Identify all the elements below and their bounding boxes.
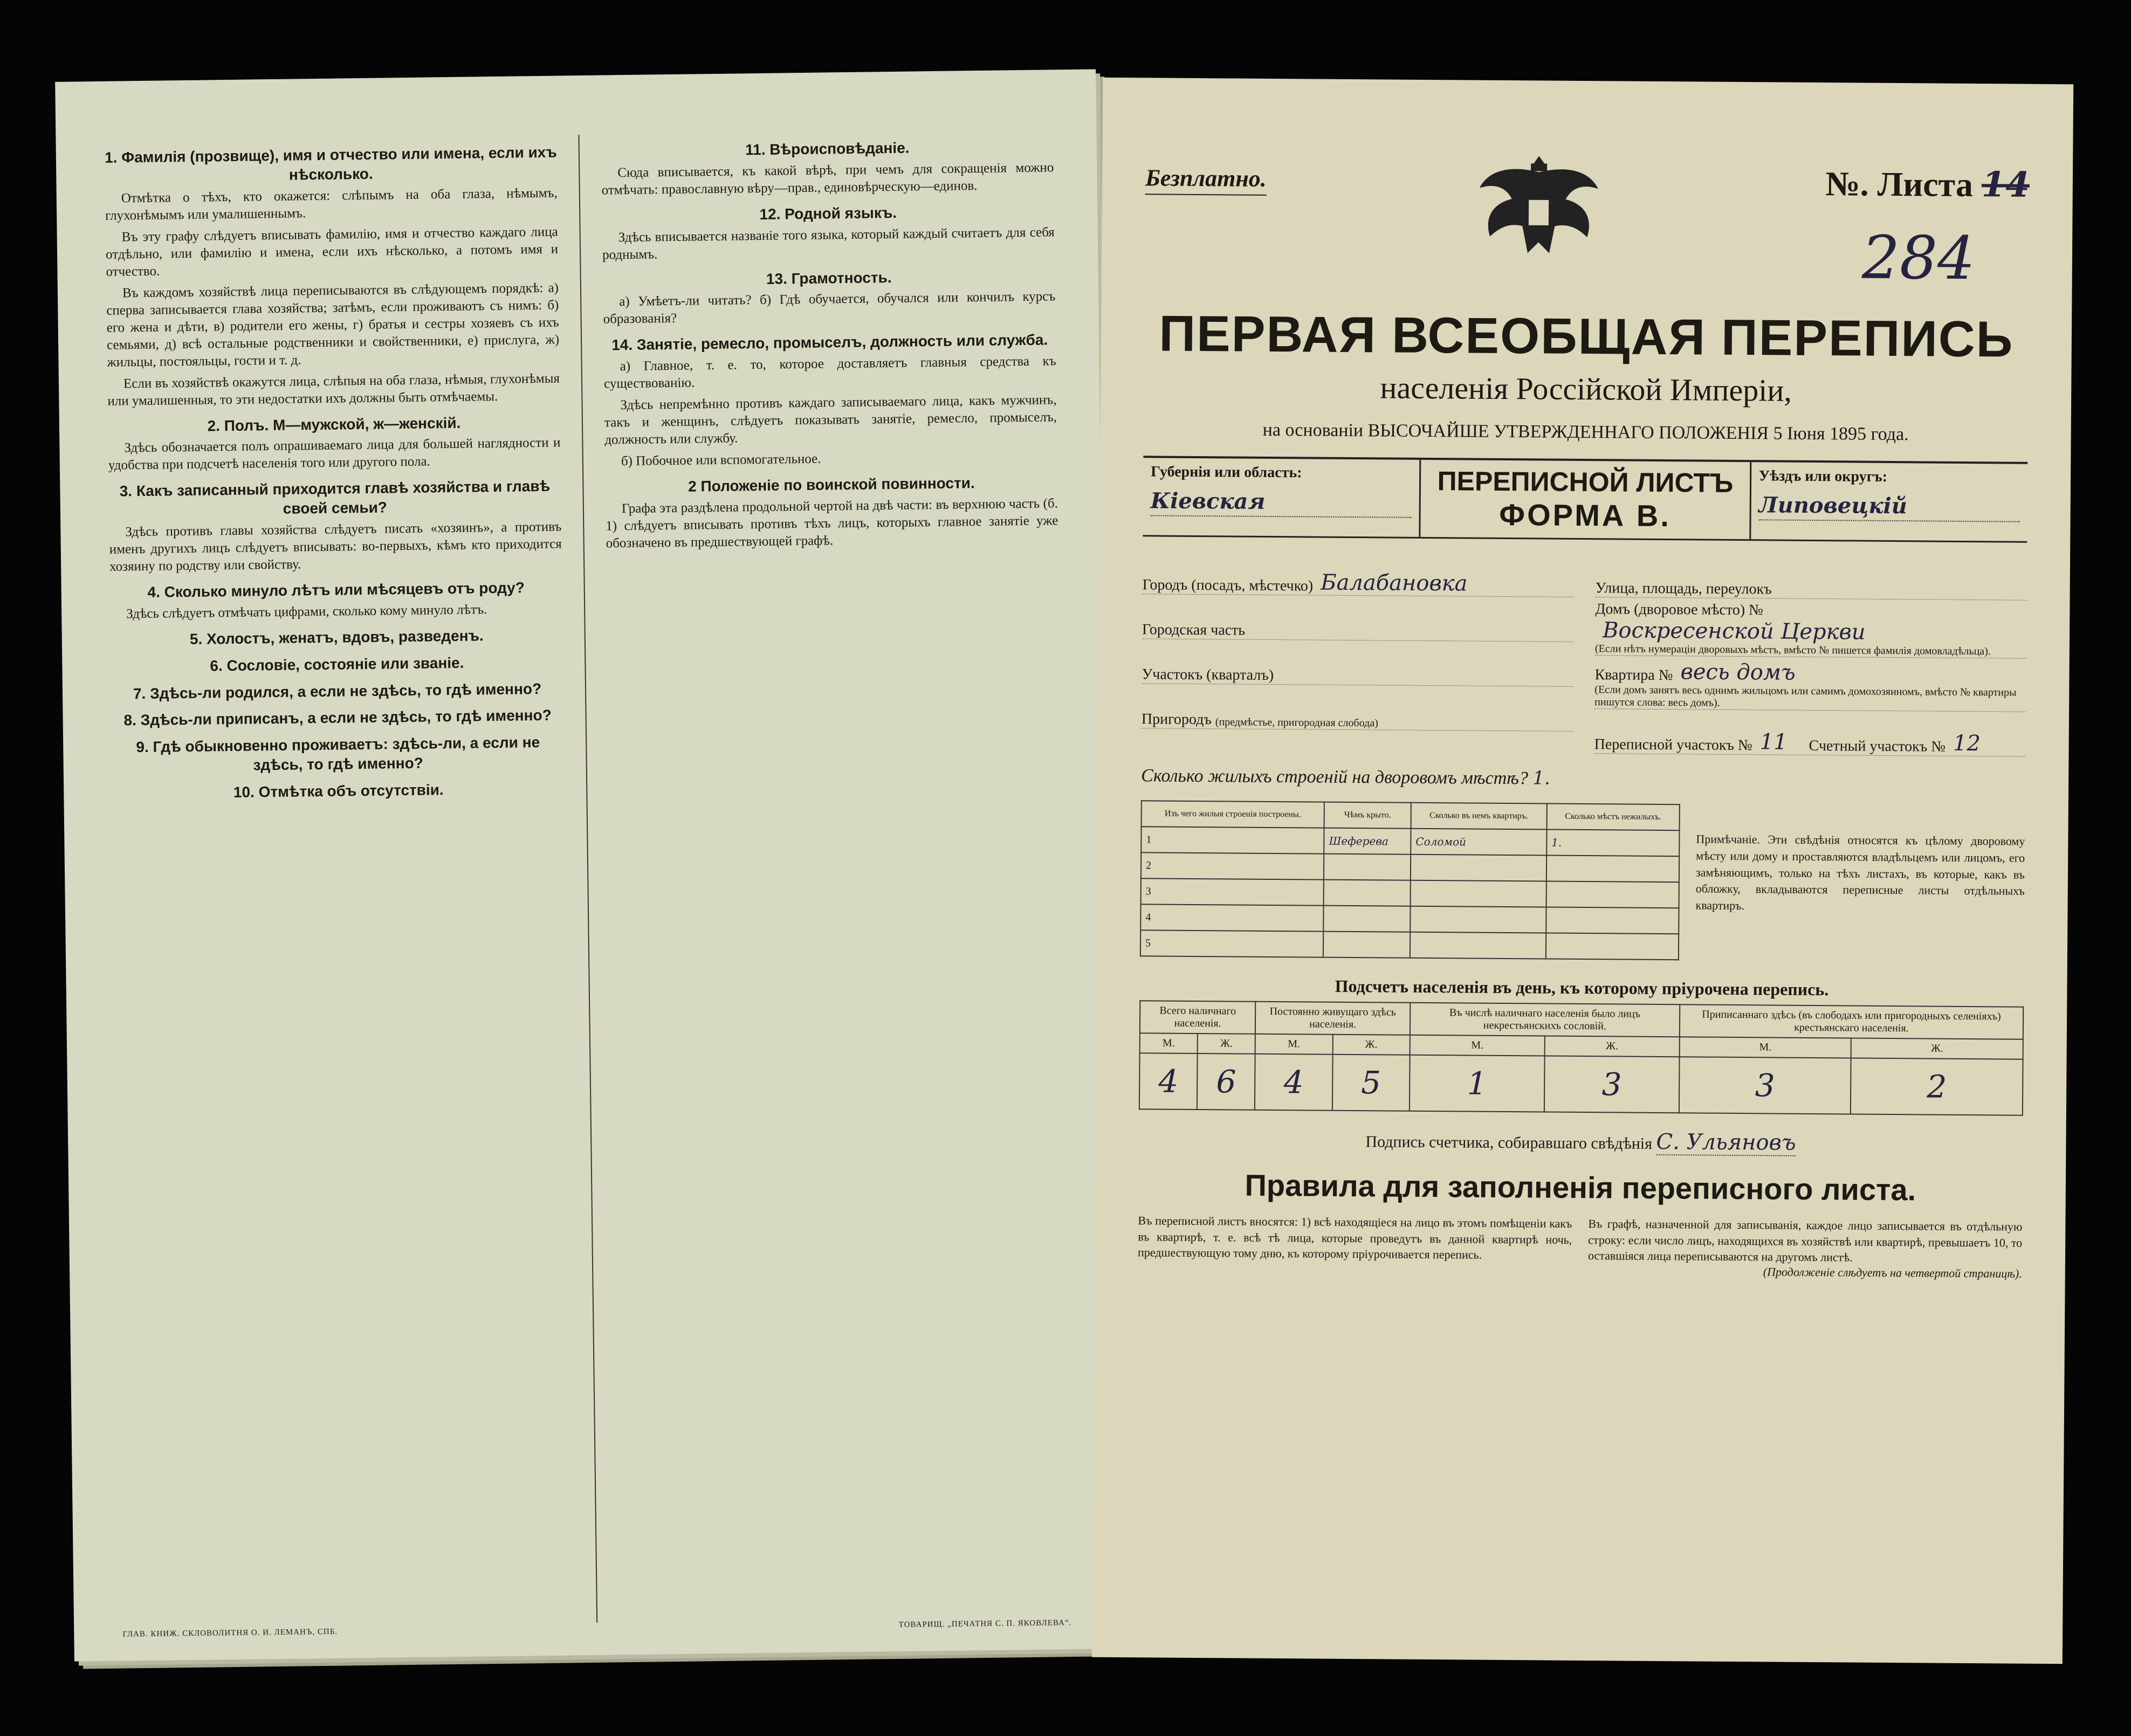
- section-heading: 3. Какъ записанный приходится главѣ хозяйства и главѣ своей семьи?: [119, 478, 551, 518]
- population-count-title: Подсчетъ населенія въ день, къ которому пріурочена перепись.: [1335, 976, 1829, 1000]
- count-value: 3: [1544, 1056, 1680, 1113]
- city-part-row: [1142, 597, 1574, 642]
- buildings-cell: [1324, 880, 1411, 906]
- paragraph: Здѣсь обозначается полъ опрашиваемаго лица для большей наглядности и удобства при подсчетѣ населенія того или другого пола.: [108, 435, 561, 473]
- count-header-row: [1140, 1001, 2023, 1039]
- double-headed-eagle-emblem: [1468, 144, 1610, 264]
- city-label: Городъ (посадъ, мѣстечко): [1142, 576, 1314, 595]
- uchastok-row: [1142, 642, 1573, 687]
- count-value: 6: [1197, 1053, 1255, 1110]
- count-header: Всего наличнаго населенія.: [1140, 1001, 1256, 1034]
- count-value: 3: [1679, 1057, 1851, 1114]
- buildings-cell: [1324, 854, 1411, 880]
- paragraph: Въ эту графу слѣдуетъ вписывать фамилію, имя и отчество каждаго лица отдѣльно, или фамилію и имена, если ихъ нѣсколько, а потомъ имя и отчество.: [105, 224, 559, 279]
- paragraph: Здѣсь вписывается названіе того языка, который каждый считаетъ для себя роднымъ.: [602, 224, 1055, 263]
- gubernia-value: Кіевская: [1151, 488, 1412, 518]
- apartment-label: Квартира №: [1594, 666, 1673, 684]
- section-heading: 13. Грамотность.: [766, 268, 892, 287]
- address-right: [1594, 556, 2027, 760]
- paragraph: Здѣсь слѣдуетъ отмѣчать цифрами, сколько кому минуло лѣтъ.: [126, 602, 487, 622]
- counter-signature: [1138, 1126, 2023, 1156]
- count-values-row: [1139, 1053, 2023, 1115]
- male-header: М.: [1679, 1037, 1851, 1058]
- buildings-cell: Соломой: [1411, 829, 1546, 856]
- section-heading: 2 Положеніе по воинской повинности.: [688, 474, 975, 495]
- address-left: [1141, 553, 1574, 757]
- female-header: Ж.: [1198, 1034, 1255, 1054]
- gubernia-label: Губернія или область:: [1151, 463, 1302, 481]
- count-header: Въ числѣ наличнаго населенія было лицъ некрестьянскихъ сословій.: [1410, 1003, 1680, 1037]
- buildings-cell: [1410, 906, 1546, 933]
- paragraph: Отмѣтка о тѣхъ, кто окажется: слѣпымъ на оба глаза, нѣмымъ, глухонѣмымъ или умалишеннымъ.: [105, 185, 558, 223]
- census-subtitle: населенія Россійской Имперіи,: [1380, 370, 1792, 408]
- gubernia-field: [1143, 458, 1419, 537]
- form-type: [1419, 460, 1751, 539]
- paragraph: Если въ хозяйствѣ окажутся лица, слѣпыя на оба глаза, нѣмыя, глухонѣмыя или умалишенныя, то эти недостатки ихъ должны быть отмѣчаемы.: [107, 371, 560, 409]
- sheet-number-struck: 14: [1981, 164, 2030, 205]
- buildings-question-text: Сколько жилыхъ строеній на дворовомъ мѣстѣ?: [1141, 766, 1529, 789]
- buildings-cell: 2: [1141, 852, 1324, 879]
- buildings-row: [1140, 930, 1679, 960]
- instructions-column-2: [601, 129, 1071, 1622]
- street-label: Улица, площадь, переулокъ: [1595, 580, 1772, 598]
- count-value: 4: [1139, 1053, 1198, 1110]
- rules-text: [1138, 1213, 2023, 1267]
- signature-value: С. Ульяновъ: [1656, 1129, 1796, 1155]
- apartment-hint: (Если домъ занятъ весь однимъ жильцомъ или самимъ домохозяиномъ, вмѣсто № квартиры пишутся слова: весь домъ).: [1594, 684, 2017, 709]
- female-header: Ж.: [1544, 1036, 1679, 1057]
- house-row: [1595, 601, 2027, 659]
- paragraph: а) Умѣетъ-ли читать? б) Гдѣ обучается, обучался или кончилъ курсъ образованія?: [603, 289, 1056, 327]
- buildings-cell: [1323, 932, 1410, 958]
- sheet-number: [1825, 163, 2030, 205]
- buildings-row: [1141, 878, 1679, 908]
- house-value: Воскресенской Церкви: [1602, 618, 1866, 645]
- section-heading: 9. Гдѣ обыкновенно проживаетъ: здѣсь-ли, а если не здѣсь, то гдѣ именно?: [136, 734, 540, 774]
- female-header: Ж.: [1332, 1035, 1410, 1055]
- section-heading: 1. Фамилія (прозвище), имя и отчество или имена, если ихъ нѣсколько.: [104, 143, 557, 183]
- buildings-body: [1140, 826, 1680, 960]
- buildings-row: [1140, 904, 1679, 934]
- buildings-header: Сколько въ немъ квартиръ.: [1411, 803, 1546, 830]
- buildings-cell: 3: [1141, 878, 1324, 905]
- count-value: 4: [1255, 1054, 1332, 1111]
- rules-column-2: Въ графѣ, назначенной для записыванія, каждое лицо записывается въ отдѣльную строку: если число лицъ, находящихся въ хозяйствѣ или квартирѣ, превышаетъ 10, то оставшіяся лица переписываются на другомъ листѣ.: [1587, 1217, 2023, 1264]
- census-form-sheet: [1092, 78, 2073, 1664]
- buildings-question: [1141, 764, 2025, 792]
- buildings-table: [1140, 800, 1680, 960]
- section-heading: 11. Вѣроисповѣданіе.: [745, 139, 910, 159]
- uchastok-label: Участокъ (кварталъ): [1142, 666, 1274, 684]
- buildings-cell: [1411, 855, 1546, 881]
- counter-district-value: 12: [1953, 731, 1981, 756]
- sheet-number-label: №. Листа: [1825, 164, 1974, 204]
- census-district-value: 11: [1759, 729, 1788, 755]
- counter-district-label: Счетный участокъ №: [1809, 737, 1946, 755]
- census-district-label: Переписной участокъ №: [1594, 736, 1752, 754]
- section-heading: 4. Сколько минуло лѣтъ или мѣсяцевъ отъ роду?: [147, 579, 525, 601]
- suburb-label: Пригородъ: [1141, 711, 1212, 728]
- address-block: [1141, 553, 2027, 760]
- buildings-cell: [1546, 907, 1679, 934]
- uezd-label: Уѣздъ или округъ:: [1758, 467, 1888, 485]
- buildings-cell: 1.: [1546, 830, 1680, 857]
- uezd-value: Липовецкій: [1758, 492, 2020, 522]
- buildings-header-row: [1142, 801, 1680, 830]
- instructions-column-1: [105, 135, 575, 1629]
- handwritten-page-number: 284: [1861, 223, 1976, 293]
- printer-imprint-right: ТОВАРИЩ. „ПЕЧАТНЯ С. П. ЯКОВЛЕВА“.: [898, 1618, 1072, 1629]
- section-heading: 12. Родной языкъ.: [759, 204, 897, 223]
- census-legal-basis: на основаніи ВЫСОЧАЙШЕ УТВЕРЖДЕННАГО ПОЛОЖЕНІЯ 5 Іюня 1895 года.: [1262, 419, 1909, 445]
- buildings-cell: 5: [1140, 930, 1323, 957]
- form-name: ФОРМА В.: [1499, 497, 1672, 533]
- city-row: [1143, 553, 1575, 597]
- section-heading: 2. Полъ. М—мужской, ж—женскій.: [207, 414, 461, 435]
- count-header: Приписаннаго здѣсь (въ слободахъ или пригородныхъ селеніяхъ) крестьянскаго населенія.: [1680, 1004, 2024, 1039]
- buildings-cell: [1410, 880, 1546, 907]
- census-title: ПЕРВАЯ ВСЕОБЩАЯ ПЕРЕПИСЬ: [1159, 305, 2014, 368]
- male-header: М.: [1140, 1033, 1198, 1053]
- buildings-row: [1141, 826, 1679, 856]
- male-header: М.: [1410, 1035, 1545, 1056]
- section-heading: 5. Холостъ, женатъ, вдовъ, разведенъ.: [189, 627, 484, 647]
- apartment-value: весь домъ: [1680, 659, 1796, 685]
- column-divider: [578, 135, 597, 1623]
- buildings-cell: 1: [1141, 826, 1324, 853]
- printer-imprint-left: ГЛАВ. КНИЖ. СКЛОВОЛИТНЯ О. И. ЛЕМАНЪ, СПБ.: [122, 1627, 338, 1639]
- district-row: [1594, 712, 2026, 757]
- house-hint: (Если нѣтъ нумераціи дворовыхъ мѣстъ, вмѣсто № пишется фамилія домовладѣльца).: [1594, 643, 1991, 658]
- signature-label: Подпись счетчика, собиравшаго свѣдѣнія: [1365, 1133, 1653, 1153]
- buildings-cell: [1546, 933, 1679, 960]
- paragraph: Здѣсь непремѣнно противъ каждаго записываемаго лица, какъ мужчинъ, такъ и женщинъ, слѣдуетъ показывать занятіе, ремесло, промыселъ, должность или службу.: [604, 392, 1057, 447]
- form-header: [1145, 153, 2030, 293]
- paragraph: Въ каждомъ хозяйствѣ лица переписываются въ слѣдующемъ порядкѣ: а) сперва записывается глава хозяйства; затѣмъ, если проживаютъ съ нимъ: б) его жена и дѣти, в) родители его жены, г) братья и сестры хозяевъ съ ихъ семьями, д) всѣ остальные родственники и свойственники, е) прислуга, ж) жильцы, постояльцы, гости и т. д.: [106, 280, 560, 370]
- apartment-row: [1594, 659, 2026, 712]
- suburb-row: [1142, 687, 1573, 732]
- rules-column-1: Въ переписной листъ вносятся: 1) всѣ находящіеся на лицо въ этомъ помѣщеніи какъ въ квартирѣ, т. е. всѣ тѣ лица, которые проведутъ въ данной квартирѣ ночь, предшествующую тому дню, къ которому пріурочивается перепись.: [1137, 1214, 1572, 1262]
- buildings-cell: [1323, 906, 1410, 932]
- female-header: Ж.: [1851, 1038, 2023, 1059]
- buildings-cell: [1546, 881, 1679, 908]
- buildings-section: [1140, 800, 2025, 962]
- buildings-row: [1141, 852, 1679, 882]
- section-heading: 14. Занятіе, ремесло, промыселъ, должность или служба.: [611, 331, 1048, 354]
- buildings-cell: [1546, 856, 1680, 883]
- city-value: Балабановка: [1321, 570, 1468, 596]
- buildings-cell: 4: [1140, 904, 1323, 931]
- population-count-table: [1139, 1000, 2024, 1115]
- section-heading: 7. Здѣсь-ли родился, а если не здѣсь, то гдѣ именно?: [133, 680, 542, 702]
- instructions-sheet: [55, 69, 1115, 1661]
- count-value: 5: [1332, 1055, 1410, 1111]
- suburb-hint: (предмѣстье, пригородная слобода): [1215, 716, 1378, 729]
- free-of-charge-label: Безплатно.: [1145, 164, 1267, 196]
- male-header: М.: [1255, 1034, 1333, 1055]
- section-heading: 8. Здѣсь-ли приписанъ, а если не здѣсь, то гдѣ именно?: [123, 707, 552, 729]
- count-value: 1: [1410, 1055, 1545, 1112]
- continuation-note: (Продолженіе слѣдуетъ на четвертой страницѣ).: [1763, 1265, 2022, 1280]
- street-row: [1596, 556, 2027, 601]
- paragraph: Сюда вписывается, къ какой вѣрѣ, при чемъ для сокращенія можно отмѣчать: православную вѣру—прав., единовѣрческую—единов.: [601, 160, 1054, 198]
- section-heading: 10. Отмѣтка объ отсутствіи.: [233, 781, 444, 801]
- section-heading: 6. Сословіе, состояніе или званіе.: [210, 654, 464, 674]
- count-header: Постоянно живущаго здѣсь населенія.: [1255, 1002, 1410, 1035]
- buildings-note: Примѣчаніе. Эти свѣдѣнія относятся къ цѣлому дворовому мѣсту или дому и проставляются владѣльцемъ или лицомъ, его замѣняющимъ, только на тѣхъ листахъ, въ которые, какъ въ обложку, вкладываются переписные листы отдѣльныхъ квартиръ.: [1695, 832, 2025, 913]
- paragraph: Здѣсь противъ главы хозяйства слѣдуетъ писать «хозяинъ», а противъ именъ другихъ лицъ слѣдуетъ вписывать: во-первыхъ, кѣмъ кто приходится хозяину по родству или свойству.: [109, 519, 562, 574]
- buildings-header: Сколько мѣстъ нежилыхъ.: [1546, 804, 1680, 831]
- form-title: ПЕРЕПИСНОЙ ЛИСТЪ: [1437, 466, 1734, 498]
- uezd-field: [1751, 462, 2027, 541]
- paragraph: Графа эта раздѣлена продольной чертой на двѣ части: въ верхнюю часть (б. 1) слѣдуетъ вписывать противъ тѣхъ лицъ, которыхъ главное занятіе уже обозначено въ предшествующей графѣ.: [606, 496, 1058, 551]
- buildings-header: Изъ чего жилыя строенія построены.: [1142, 801, 1324, 828]
- rules-title: Правила для заполненія переписного листа.: [1245, 1168, 1916, 1207]
- paragraph: а) Главное, т. е. то, которое доставляетъ главныя средства къ существованію.: [603, 354, 1056, 391]
- form-id-box: [1143, 456, 2027, 542]
- city-part-label: Городская часть: [1142, 621, 1246, 639]
- count-value: 2: [1851, 1058, 2023, 1115]
- buildings-question-value: 1.: [1532, 767, 1550, 789]
- house-label: Домъ (дворовое мѣсто) №: [1595, 601, 1763, 619]
- buildings-cell: Шеферева: [1324, 828, 1411, 855]
- buildings-cell: [1410, 932, 1546, 959]
- buildings-header: Чѣмъ крыто.: [1324, 802, 1411, 829]
- paragraph: б) Побочное или вспомогательное.: [621, 451, 821, 469]
